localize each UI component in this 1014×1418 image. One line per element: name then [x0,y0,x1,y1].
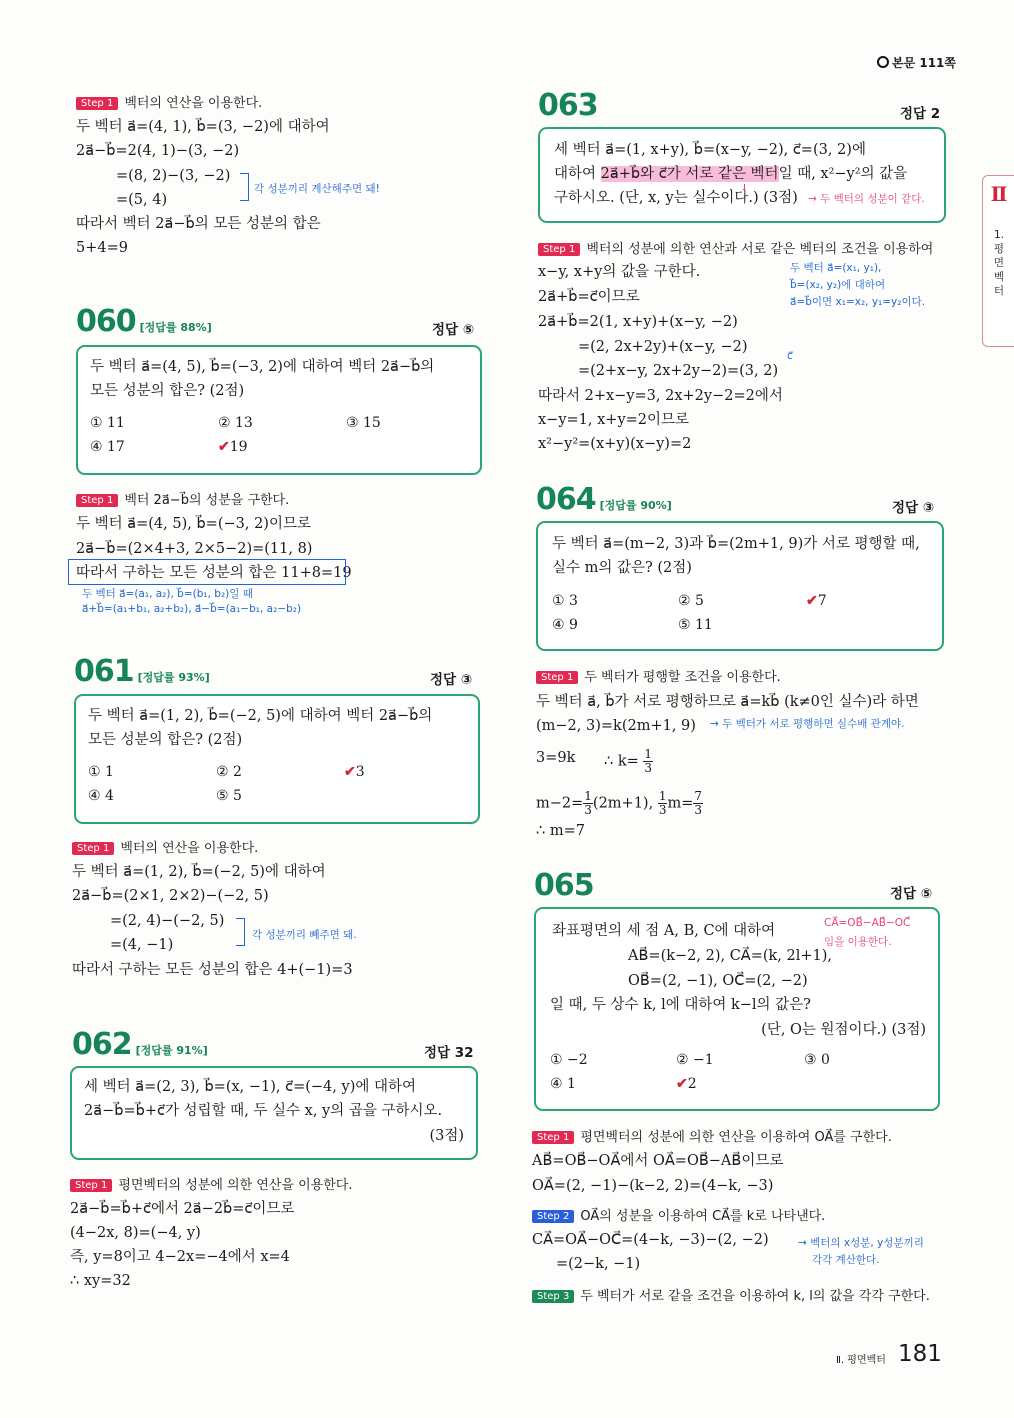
q060-line: 따라서 구하는 모든 성분의 합은 11+8=19 [76,565,352,581]
s059-step1 [76,92,262,111]
q065-qnote: 임을 이용한다. [824,936,892,948]
circle-bullet-icon [877,56,889,68]
q061-choice-3[interactable] [344,764,365,780]
q064-line: 두 벡터 a⃗, b⃗가 서로 평행하므로 a⃗=kb⃗ (k≠0인 실수)라 하면 [536,694,919,710]
q061-line: =(4, −1) [110,937,174,953]
q061-line: 따라서 구하는 모든 성분의 합은 4+(−1)=3 [72,962,353,978]
s059-line: 2a⃗−b⃗=2(4, 1)−(3, −2) [76,143,240,159]
q060-question: 모든 성분의 합은? (2점) [90,383,245,399]
chapter-tab[interactable] [982,175,1014,347]
q062-question: 세 벡터 a⃗=(2, 3), b⃗=(x, −1), c⃗=(−4, y)에 대하여 [84,1079,416,1095]
step1-badge: Step 1 [532,1131,574,1144]
fraction-den: 3 [644,761,653,775]
checkmark-icon: ✔ [344,764,356,780]
q064-choice-4[interactable]: ④ 9 [552,617,578,633]
q061-choice-3-text: 3 [355,764,365,780]
q061-choice-5[interactable]: ⑤ 5 [216,788,242,804]
q064-line [536,790,703,817]
page-number: 181 [898,1341,942,1367]
q063-note: b⃗=(x₂, y₂)에 대하여 [790,279,886,291]
q062-line: (4−2x, 8)=(−4, y) [70,1225,201,1241]
q063-question: 세 벡터 a⃗=(1, x+y), b⃗=(x−y, −2), c⃗=(3, 2)에 [554,142,866,158]
fraction-num: 1 [584,789,592,803]
q064-eq-part: (2m+1), [592,795,658,812]
fraction-num: 7 [694,789,702,803]
page-ref-text: 본문 111쪽 [892,56,957,70]
checkmark-icon: ✔ [806,593,818,609]
q064-note-text: 두 벡터가 서로 평행하면 실수배 관계야. [722,718,905,730]
q064-number: 064 [536,482,596,517]
q065-step1-text: 평면벡터의 성분에 의한 연산을 이용하여 OA⃗를 구한다. [580,1130,892,1145]
q060-choice-2[interactable]: ② 13 [218,415,253,431]
q065-line: AB⃗=OB⃗−OA⃗에서 OA⃗=OB⃗−AB⃗이므로 [532,1153,784,1169]
q064-eq-part: m= [667,795,694,812]
step1-badge: Step 1 [72,842,114,855]
q061-choice-2[interactable]: ② 2 [216,764,242,780]
q060-header [76,304,212,339]
q064-step1-text: 두 벡터가 평행할 조건을 이용한다. [584,670,781,685]
q065-step3 [532,1285,930,1304]
q063-line: x−y, x+y의 값을 구한다. [538,264,701,280]
q060-box [76,345,482,475]
q063-question: 구하시오. (단, x, y는 실수이다.) (3점) [554,190,798,206]
q063-line: =(2, 2x+2y)+(x−y, −2) [578,339,748,355]
fraction [643,748,653,775]
q064-choice-5[interactable]: ⑤ 11 [678,617,713,633]
arrow-right-icon: → [710,718,723,730]
q063-number: 063 [538,88,598,123]
q061-step1 [72,837,258,856]
s059-line: 5+4=9 [76,240,128,256]
q060-choice-5-text: 19 [229,439,248,455]
s059-note: 각 성분끼리 계산해주면 돼! [254,183,380,195]
q065-header [534,868,594,903]
q065-line: =(2−k, −1) [556,1256,641,1272]
q060-line: 2a⃗−b⃗=(2×4+3, 2×5−2)=(11, 8) [76,541,313,557]
q065-choice-1[interactable]: ① −2 [550,1052,588,1068]
q064-line: ∴ m=7 [536,823,585,839]
q061-choice-4[interactable]: ④ 4 [88,788,114,804]
q065-number: 065 [534,868,594,903]
q061-question: 모든 성분의 합은? (2점) [88,732,243,748]
q060-choice-4[interactable]: ④ 17 [90,439,125,455]
page-ref [877,54,956,71]
q065-choice-2[interactable]: ② −1 [676,1052,714,1068]
q062-line: 즉, y=8이고 4−2x=−4에서 x=4 [70,1249,290,1265]
checkmark-icon: ✔ [676,1076,688,1092]
q065-choice-5-text: 2 [687,1076,697,1092]
q064-question: 실수 m의 값은? (2점) [552,560,692,576]
q060-rate: [정답률 88%] [139,321,212,334]
fraction-num: 1 [644,747,653,761]
q064-header [536,482,672,517]
q061-line: 두 벡터 a⃗=(1, 2), b⃗=(−2, 5)에 대하여 [72,864,326,880]
arrow-right-icon: → [808,193,821,205]
q063-highlight: 2a⃗+b⃗와 c⃗가 서로 같은 벡터 [600,166,779,182]
q063-c-label: c⃗ [787,350,793,362]
q065-note: 각각 계산한다. [812,1254,880,1266]
q065-step1 [532,1126,892,1145]
q061-choice-1[interactable]: ① 1 [88,764,114,780]
q060-box-bracket [68,559,346,585]
q062-question: 2a⃗−b⃗=b⃗+c⃗가 성립할 때, 두 실수 x, y의 곱을 구하시오. [84,1103,443,1119]
q060-note: a⃗+b⃗=(a₁+b₁, a₂+b₂), a⃗−b⃗=(a₁−b₁, a₂−b₂) [82,603,302,615]
s059-line: =(8, 2)−(3, −2) [116,168,231,184]
s059-line: =(5, 4) [116,192,168,208]
arrow-right-icon: → [798,1237,811,1249]
q065-line: OA⃗=(2, −1)−(k−2, 2)=(4−k, −3) [532,1178,774,1194]
q061-note: 각 성분끼리 빼주면 돼. [252,929,357,941]
q065-step2-text: OA⃗의 성분을 이용하여 CA⃗를 k로 나타낸다. [580,1209,826,1224]
q063-box [538,127,946,223]
q064-choice-3[interactable] [806,593,827,609]
q063-header [538,88,598,123]
step1-badge: Step 1 [70,1179,112,1192]
q064-step1 [536,666,781,685]
q062-number: 062 [72,1027,132,1062]
step1-badge: Step 1 [76,97,118,110]
q063-step1-text: 벡터의 성분에 의한 연산과 서로 같은 벡터의 조건을 이용하여 [586,242,934,257]
q063-line: x−y=1, x+y=2이므로 [538,412,690,428]
q061-number: 061 [74,654,134,689]
q065-box [534,907,940,1111]
q061-answer: 정답 ③ [430,672,473,688]
fraction-den: 3 [584,803,592,817]
q060-question: 두 벡터 a⃗=(4, 5), b⃗=(−3, 2)에 대하여 벡터 2a⃗−b⃗의 [90,359,435,375]
q064-choice-2[interactable]: ② 5 [678,593,704,609]
q060-answer: 정답 ⑤ [432,322,475,338]
q065-answer: 정답 ⑤ [890,886,933,902]
q061-bracket [236,918,245,946]
q065-note-text: 벡터의 x성분, y성분끼리 [810,1237,924,1249]
q063-answer: 정답 2 [900,106,941,122]
q063-note: a⃗=b⃗이면 x₁=x₂, y₁=y₂이다. [790,296,926,308]
step2-badge: Step 2 [532,1210,574,1223]
q064-line: 3=9k [536,750,576,766]
fraction-den: 3 [694,803,702,817]
q064-line [604,748,653,775]
q063-qnote [808,191,925,206]
q063-line: 2a⃗+b⃗=c⃗이므로 [538,289,640,305]
q065-choice-4[interactable]: ④ 1 [550,1076,576,1092]
q063-q-part: 대하여 [554,166,601,182]
q060-line: 두 벡터 a⃗=(4, 5), b⃗=(−3, 2)이므로 [76,516,311,532]
q060-step1-text: 벡터 2a⃗−b⃗의 성분을 구한다. [124,493,290,508]
q064-choice-1[interactable]: ① 3 [552,593,578,609]
s059-line: 따라서 벡터 2a⃗−b⃗의 모든 성분의 합은 [76,216,321,232]
q062-box [70,1066,478,1160]
q065-question: AB⃗=(k−2, 2), CA⃗=(k, 2l+1), [628,948,833,964]
q065-choice-3[interactable]: ③ 0 [804,1052,830,1068]
fraction-num: 1 [658,789,667,803]
q061-box [74,694,480,824]
q064-rate: [정답률 90%] [599,499,672,512]
q063-step1 [538,238,933,257]
q063-qnote-text: 두 벡터의 성분이 같다. [820,193,925,205]
q063-line: 따라서 2+x−y=3, 2x+2y−2=2에서 [538,388,783,404]
s059-bracket [240,173,249,201]
q062-header [72,1027,208,1062]
q065-qnote: CA⃗=OB⃗−AB⃗−OC⃗ [824,917,911,929]
q060-choice-3[interactable]: ③ 15 [346,415,381,431]
q063-line: x²−y²=(x+y)(x−y)=2 [538,436,692,452]
s059-step1-text: 벡터의 연산을 이용한다. [124,96,263,111]
q063-q-part: 일 때, x²−y²의 값을 [778,166,908,182]
q064-k-eq: ∴ k= [604,753,639,770]
q063-question [554,164,907,184]
q060-step1 [76,489,289,508]
q063-line: =(2+x−y, 2x+2y−2)=(3, 2) [578,363,779,379]
step1-badge: Step 1 [76,494,118,507]
q062-step1 [70,1174,352,1193]
step1-badge: Step 1 [538,243,580,256]
q063-pointer [744,184,745,194]
q065-question: 좌표평면의 세 점 A, B, C에 대하여 [552,923,776,939]
q065-question: OB⃗=(2, −1), OC⃗=(2, −2) [628,973,808,989]
step3-badge: Step 3 [532,1290,574,1303]
q064-line: (m−2, 3)=k(2m+1, 9) [536,718,696,734]
fraction-den: 3 [658,803,667,817]
q061-step1-text: 벡터의 연산을 이용한다. [120,841,259,856]
footer-section: Ⅱ. 평면벡터 [836,1355,886,1366]
q062-line: ∴ xy=32 [70,1273,131,1289]
q060-number: 060 [76,304,136,339]
q061-question: 두 벡터 a⃗=(1, 2), b⃗=(−2, 5)에 대하여 벡터 2a⃗−b⃗의 [88,708,433,724]
chapter-number: Ⅱ [990,182,1008,206]
q065-line: CA⃗=OA⃗−OC⃗=(4−k, −3)−(2, −2) [532,1232,769,1248]
q065-question: 일 때, 두 상수 k, l에 대하여 k−l의 값은? [550,997,811,1013]
q065-step2 [532,1205,825,1224]
checkmark-icon: ✔ [218,439,230,455]
q064-answer: 정답 ③ [892,500,935,516]
q064-eq-part: m−2= [536,795,584,812]
s059-line: 두 벡터 a⃗=(4, 1), b⃗=(3, −2)에 대하여 [76,119,330,135]
q064-question: 두 벡터 a⃗=(m−2, 3)과 b⃗=(2m+1, 9)가 서로 평행할 때, [552,536,920,552]
q061-line: 2a⃗−b⃗=(2×1, 2×2)−(−2, 5) [72,888,269,904]
fraction [583,790,593,817]
q064-box [536,521,944,651]
q062-answer: 정답 32 [424,1045,474,1061]
q062-points: (3점) [429,1128,464,1144]
q063-line: 2a⃗+b⃗=2(1, x+y)+(x−y, −2) [538,314,738,330]
q060-choice-5[interactable] [218,439,248,455]
q060-note: 두 벡터 a⃗=(a₁, a₂), b⃗=(b₁, b₂)일 때 [82,588,253,600]
q064-choice-3-text: 7 [817,593,827,609]
q062-line: 2a⃗−b⃗=b⃗+c⃗에서 2a⃗−2b⃗=c⃗이므로 [70,1201,295,1217]
q061-rate: [정답률 93%] [137,671,210,684]
q061-line: =(2, 4)−(−2, 5) [110,913,225,929]
chapter-label: 1. 평면벡터 [993,229,1005,297]
q065-step3-text: 두 벡터가 서로 같을 조건을 이용하여 k, l의 값을 각각 구한다. [580,1289,930,1304]
q065-choice-5[interactable] [676,1076,697,1092]
q061-header [74,654,210,689]
fraction [693,790,703,817]
step1-badge: Step 1 [536,671,578,684]
q063-note: 두 벡터 a⃗=(x₁, y₁), [790,262,882,274]
q062-step1-text: 평면벡터의 성분에 의한 연산을 이용한다. [118,1178,353,1193]
q060-choice-1[interactable]: ① 11 [90,415,125,431]
q062-rate: [정답률 91%] [135,1044,208,1057]
q065-note [798,1235,924,1250]
q065-question: (단, O는 원점이다.) (3점) [761,1022,926,1038]
q064-note [710,716,904,731]
fraction [658,790,668,817]
